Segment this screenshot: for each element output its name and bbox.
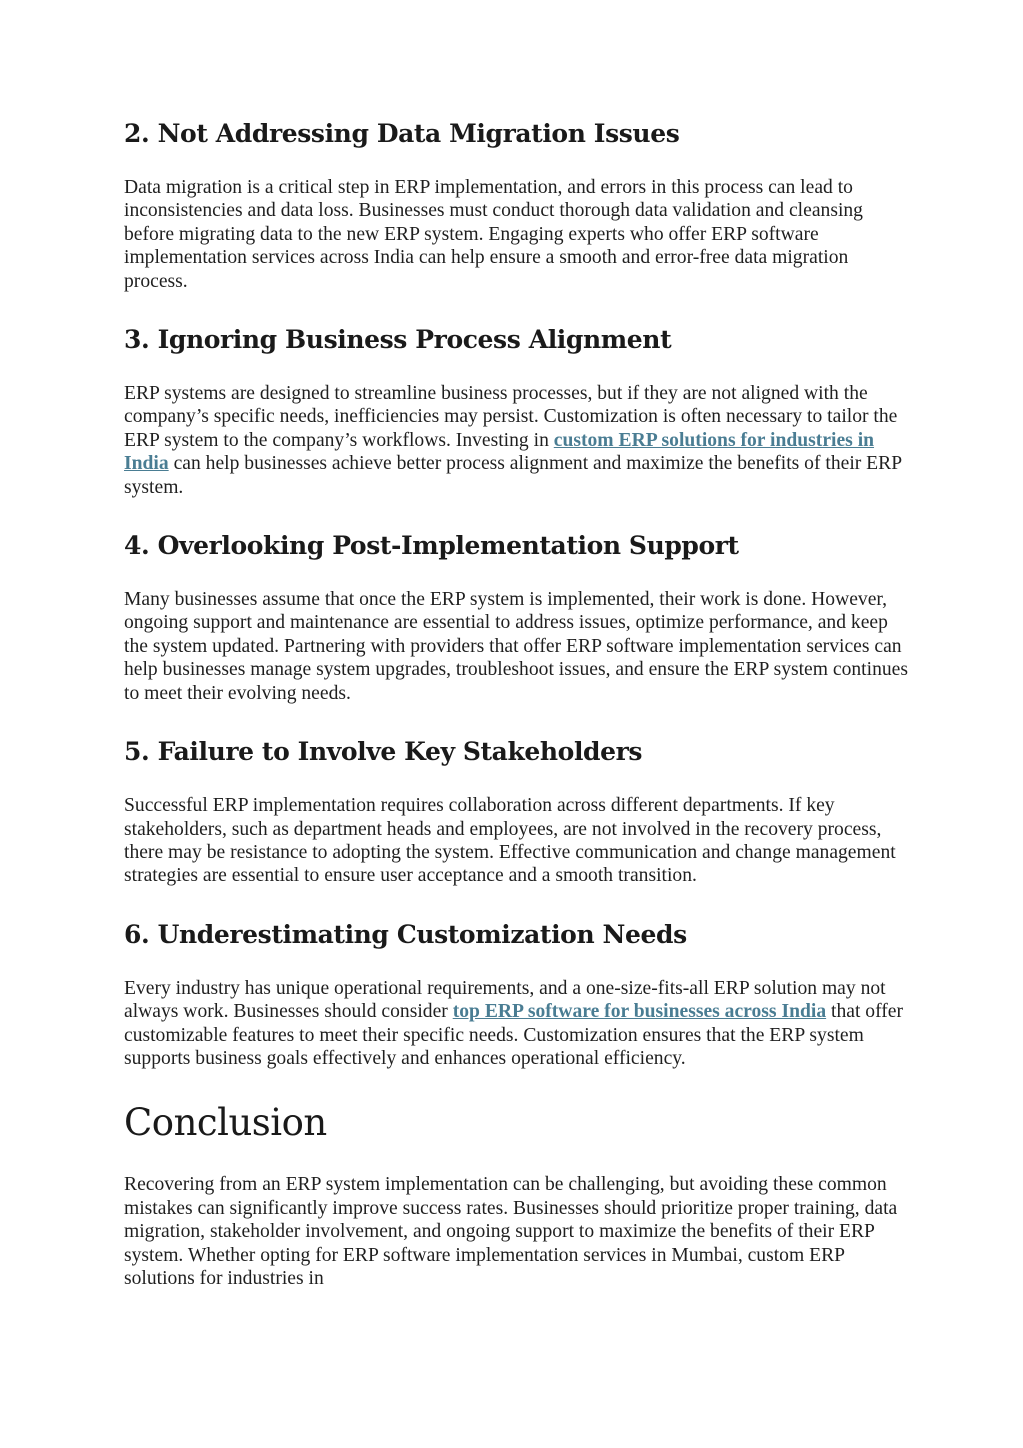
custom-erp-solutions-link[interactable]: custom ERP solutions for industries in India: [124, 429, 875, 475]
section-heading-customization: 6. Underestimating Customization Needs: [124, 919, 687, 949]
top-erp-software-link[interactable]: top ERP software for businesses across India: [452, 1001, 827, 1023]
section-body-stakeholders: Successful ERP implementation requires collaboration across different departments. If key stakeholders, such as department heads and employees, are not involved in the recovery process, there may be resistance to adopting the system. Effective communication and change management strategies are essential to ensure user acceptance and a smooth transition.: [124, 795, 896, 887]
section-heading-post-implementation: 4. Overlooking Post-Implementation Support: [124, 531, 739, 561]
document-page: [124, 112, 914, 1315]
section-body-customization: [124, 977, 914, 1071]
section-body-post-implementation: Many businesses assume that once the ERP system is implemented, their work is done. However, ongoing support and maintenance are essential to address issues, optimize performance, and keep the system updated. Partnering with providers that offer ERP software implementation services can help businesses manage system upgrades, troubleshoot issues, and ensure the ERP system continues to meet their evolving needs.: [124, 589, 908, 704]
body-text: Every industry has unique operational requirements, and a one-size-fits-all ERP solution may not always work. Businesses should consider: [124, 977, 886, 1023]
section-body-data-migration: Data migration is a critical step in ERP implementation, and errors in this process can lead to inconsistencies and data loss. Businesses must conduct thorough data validation and cleansing before migrating data to the new ERP system. Engaging experts who offer ERP software implementation services across India can help ensure a smooth and error-free data migration process.: [124, 177, 863, 292]
section-heading-data-migration: 2. Not Addressing Data Migration Issues: [124, 119, 680, 148]
section-heading-stakeholders: 5. Failure to Involve Key Stakeholders: [124, 737, 643, 767]
conclusion-heading: Conclusion: [124, 1101, 327, 1145]
conclusion-body: Recovering from an ERP system implementation can be challenging, but avoiding these common mistakes can significantly improve success rates. Businesses should prioritize proper training, data migration, stakeholder involvement, and ongoing support to maximize the benefits of their ERP system. Whether opting for ERP software implementation services in Mumbai, custom ERP solutions for industries in: [124, 1174, 898, 1289]
body-text: that offer customizable features to meet their specific needs. Customization ensures that the ERP system supports business goals effectively and enhances operational efficiency.: [124, 1001, 904, 1069]
section-body-process-alignment: [124, 382, 914, 499]
body-text: ERP systems are designed to streamline business processes, but if they are not aligned with the company’s specific needs, inefficiencies may persist. Customization is often necessary to tailor the ERP system to the company’s workflows. Investing in: [124, 383, 898, 451]
body-text: can help businesses achieve better process alignment and maximize the benefits of their ERP system.: [124, 453, 902, 498]
section-heading-process-alignment: 3. Ignoring Business Process Alignment: [124, 325, 672, 355]
